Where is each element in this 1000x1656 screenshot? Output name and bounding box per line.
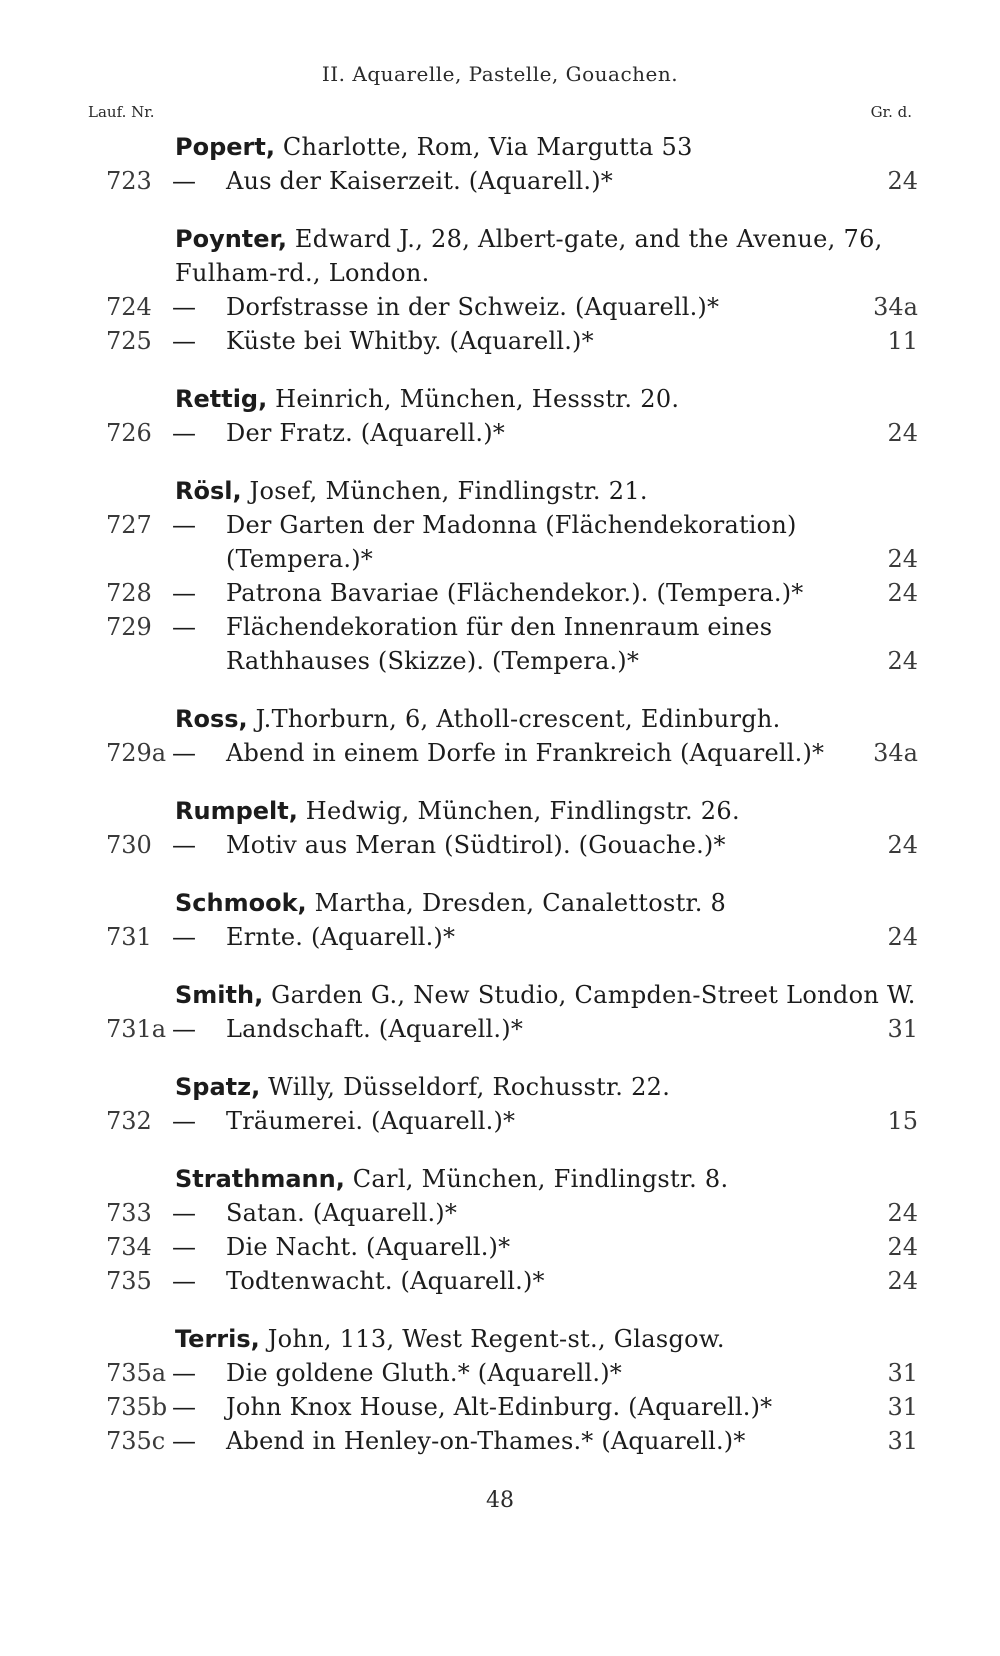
- ditto-dash: —: [172, 579, 196, 607]
- ditto-dash: —: [172, 831, 196, 859]
- ditto-dash: —: [172, 1393, 196, 1421]
- artist-name: Rumpelt,: [175, 797, 298, 825]
- work-group-code: 24: [887, 923, 918, 951]
- ditto-dash: —: [172, 1107, 196, 1135]
- work-number: 735b: [106, 1393, 168, 1421]
- artist-name: Poynter,: [175, 225, 287, 253]
- artist-name: Schmook,: [175, 889, 307, 917]
- work-title: Todtenwacht. (Aquarell.)*: [226, 1267, 545, 1295]
- artist-heading: [0, 886, 1000, 920]
- ditto-dash: —: [172, 1267, 196, 1295]
- column-label-group: Gr. d.: [870, 103, 912, 121]
- work-row: [0, 164, 1000, 198]
- work-group-code: 31: [887, 1427, 918, 1455]
- work-row: [0, 920, 1000, 954]
- artist-heading: [0, 382, 1000, 416]
- artist-address: Edward J., 28, Albert-gate, and the Avenue, 76, Fulham-rd., London.: [175, 225, 883, 287]
- artist-address: Hedwig, München, Findlingstr. 26.: [297, 797, 740, 825]
- ditto-dash: —: [172, 167, 196, 195]
- artist-heading: [0, 474, 1000, 508]
- ditto-dash: —: [172, 293, 196, 321]
- artist-name: Rettig,: [175, 385, 268, 413]
- artist-entry: [0, 382, 1000, 450]
- work-number: 724: [106, 293, 152, 321]
- artist-name: Terris,: [175, 1325, 260, 1353]
- artist-heading: [0, 794, 1000, 828]
- work-group-code: 24: [887, 545, 918, 573]
- work-number: 735a: [106, 1359, 167, 1387]
- work-group-code: 24: [887, 1267, 918, 1295]
- artist-heading: [0, 1070, 1000, 1104]
- work-row: [0, 1356, 1000, 1390]
- work-row: [0, 1104, 1000, 1138]
- work-row: [0, 508, 1000, 576]
- work-group-code: 31: [887, 1359, 918, 1387]
- work-title: Patrona Bavariae (Flächendekor.). (Tempera.)*: [226, 579, 804, 607]
- artist-address: Heinrich, München, Hessstr. 20.: [267, 385, 680, 413]
- work-title: Die goldene Gluth.* (Aquarell.)*: [226, 1359, 623, 1387]
- artist-address: J.Thorburn, 6, Atholl-crescent, Edinburgh.: [247, 705, 781, 733]
- artist-heading: [0, 978, 1000, 1012]
- artist-heading: [0, 1322, 1000, 1356]
- artist-entry: [0, 978, 1000, 1046]
- work-title: Der Fratz. (Aquarell.)*: [226, 419, 505, 447]
- work-title: Der Garten der Madonna (Flächendekoration) (Tempera.)*: [226, 511, 797, 573]
- work-row: [0, 1390, 1000, 1424]
- work-row: [0, 576, 1000, 610]
- work-group-code: 24: [887, 647, 918, 675]
- work-row: [0, 324, 1000, 358]
- ditto-dash: —: [172, 613, 196, 641]
- ditto-dash: —: [172, 327, 196, 355]
- artist-address: Carl, München, Findlingstr. 8.: [344, 1165, 729, 1193]
- work-group-code: 34a: [873, 293, 918, 321]
- work-group-code: 34a: [873, 739, 918, 767]
- work-row: [0, 416, 1000, 450]
- column-label-number: Lauf. Nr.: [88, 103, 155, 121]
- ditto-dash: —: [172, 1359, 196, 1387]
- artist-heading: [0, 130, 1000, 164]
- work-group-code: 31: [887, 1393, 918, 1421]
- artist-address: Josef, München, Findlingstr. 21.: [241, 477, 648, 505]
- work-title: Motiv aus Meran (Südtirol). (Gouache.)*: [226, 831, 726, 859]
- ditto-dash: —: [172, 739, 196, 767]
- work-number: 731a: [106, 1015, 167, 1043]
- work-title: Landschaft. (Aquarell.)*: [226, 1015, 524, 1043]
- work-row: [0, 1230, 1000, 1264]
- artist-name: Popert,: [175, 133, 275, 161]
- work-title: Abend in einem Dorfe in Frankreich (Aquarell.)*: [226, 739, 825, 767]
- artist-entry: [0, 130, 1000, 198]
- work-number: 727: [106, 511, 152, 539]
- work-title: Abend in Henley-on-Thames.* (Aquarell.)*: [226, 1427, 746, 1455]
- artist-heading: [0, 222, 1000, 290]
- artist-entry: [0, 702, 1000, 770]
- ditto-dash: —: [172, 1233, 196, 1261]
- page-header: II. Aquarelle, Pastelle, Gouachen.: [321, 62, 679, 86]
- work-group-code: 31: [887, 1015, 918, 1043]
- artist-entry: [0, 1322, 1000, 1458]
- work-number: 725: [106, 327, 152, 355]
- artist-name: Ross,: [175, 705, 248, 733]
- work-group-code: 11: [887, 327, 918, 355]
- work-group-code: 24: [887, 579, 918, 607]
- work-title: Ernte. (Aquarell.)*: [226, 923, 456, 951]
- work-group-code: 24: [887, 1199, 918, 1227]
- work-number: 729a: [106, 739, 167, 767]
- artist-entry: [0, 474, 1000, 678]
- artist-entry: [0, 1070, 1000, 1138]
- work-number: 728: [106, 579, 152, 607]
- artist-heading: [0, 702, 1000, 736]
- artist-name: Smith,: [175, 981, 264, 1009]
- work-group-code: 24: [887, 1233, 918, 1261]
- work-row: [0, 828, 1000, 862]
- work-row: [0, 1264, 1000, 1298]
- ditto-dash: —: [172, 1015, 196, 1043]
- work-title: John Knox House, Alt-Edinburg. (Aquarell.)*: [226, 1393, 773, 1421]
- work-number: 735c: [106, 1427, 166, 1455]
- work-row: [0, 736, 1000, 770]
- work-number: 723: [106, 167, 152, 195]
- work-title: Die Nacht. (Aquarell.)*: [226, 1233, 511, 1261]
- artist-heading: [0, 1162, 1000, 1196]
- work-number: 732: [106, 1107, 152, 1135]
- work-number: 729: [106, 613, 152, 641]
- artist-entry: [0, 1162, 1000, 1298]
- artist-entry: [0, 222, 1000, 358]
- work-group-code: 15: [887, 1107, 918, 1135]
- artist-name: Strathmann,: [175, 1165, 345, 1193]
- work-group-code: 24: [887, 831, 918, 859]
- work-number: 731: [106, 923, 152, 951]
- work-title: Träumerei. (Aquarell.)*: [226, 1107, 516, 1135]
- ditto-dash: —: [172, 511, 196, 539]
- artist-entry: [0, 794, 1000, 862]
- work-row: [0, 1196, 1000, 1230]
- artist-name: Spatz,: [175, 1073, 261, 1101]
- work-number: 734: [106, 1233, 152, 1261]
- work-number: 730: [106, 831, 152, 859]
- artist-address: Charlotte, Rom, Via Margutta 53: [274, 133, 693, 161]
- ditto-dash: —: [172, 419, 196, 447]
- ditto-dash: —: [172, 923, 196, 951]
- work-title: Küste bei Whitby. (Aquarell.)*: [226, 327, 594, 355]
- work-title: Aus der Kaiserzeit. (Aquarell.)*: [226, 167, 613, 195]
- work-group-code: 24: [887, 167, 918, 195]
- work-title: Dorfstrasse in der Schweiz. (Aquarell.)*: [226, 293, 720, 321]
- work-group-code: 24: [887, 419, 918, 447]
- work-number: 733: [106, 1199, 152, 1227]
- work-row: [0, 610, 1000, 678]
- work-row: [0, 290, 1000, 324]
- ditto-dash: —: [172, 1199, 196, 1227]
- page-number: 48: [486, 1488, 514, 1513]
- work-row: [0, 1012, 1000, 1046]
- catalogue-listing: [0, 130, 1000, 1458]
- artist-address: Garden G., New Studio, Campden-Street London W.: [263, 981, 916, 1009]
- ditto-dash: —: [172, 1427, 196, 1455]
- work-number: 726: [106, 419, 152, 447]
- artist-entry: [0, 886, 1000, 954]
- artist-address: Martha, Dresden, Canalettostr. 8: [306, 889, 727, 917]
- artist-name: Rösl,: [175, 477, 242, 505]
- work-title: Flächendekoration für den Innenraum eines Rathhauses (Skizze). (Tempera.)*: [226, 613, 773, 675]
- work-number: 735: [106, 1267, 152, 1295]
- artist-address: Willy, Düsseldorf, Rochusstr. 22.: [260, 1073, 671, 1101]
- work-title: Satan. (Aquarell.)*: [226, 1199, 458, 1227]
- work-row: [0, 1424, 1000, 1458]
- artist-address: John, 113, West Regent-st., Glasgow.: [259, 1325, 725, 1353]
